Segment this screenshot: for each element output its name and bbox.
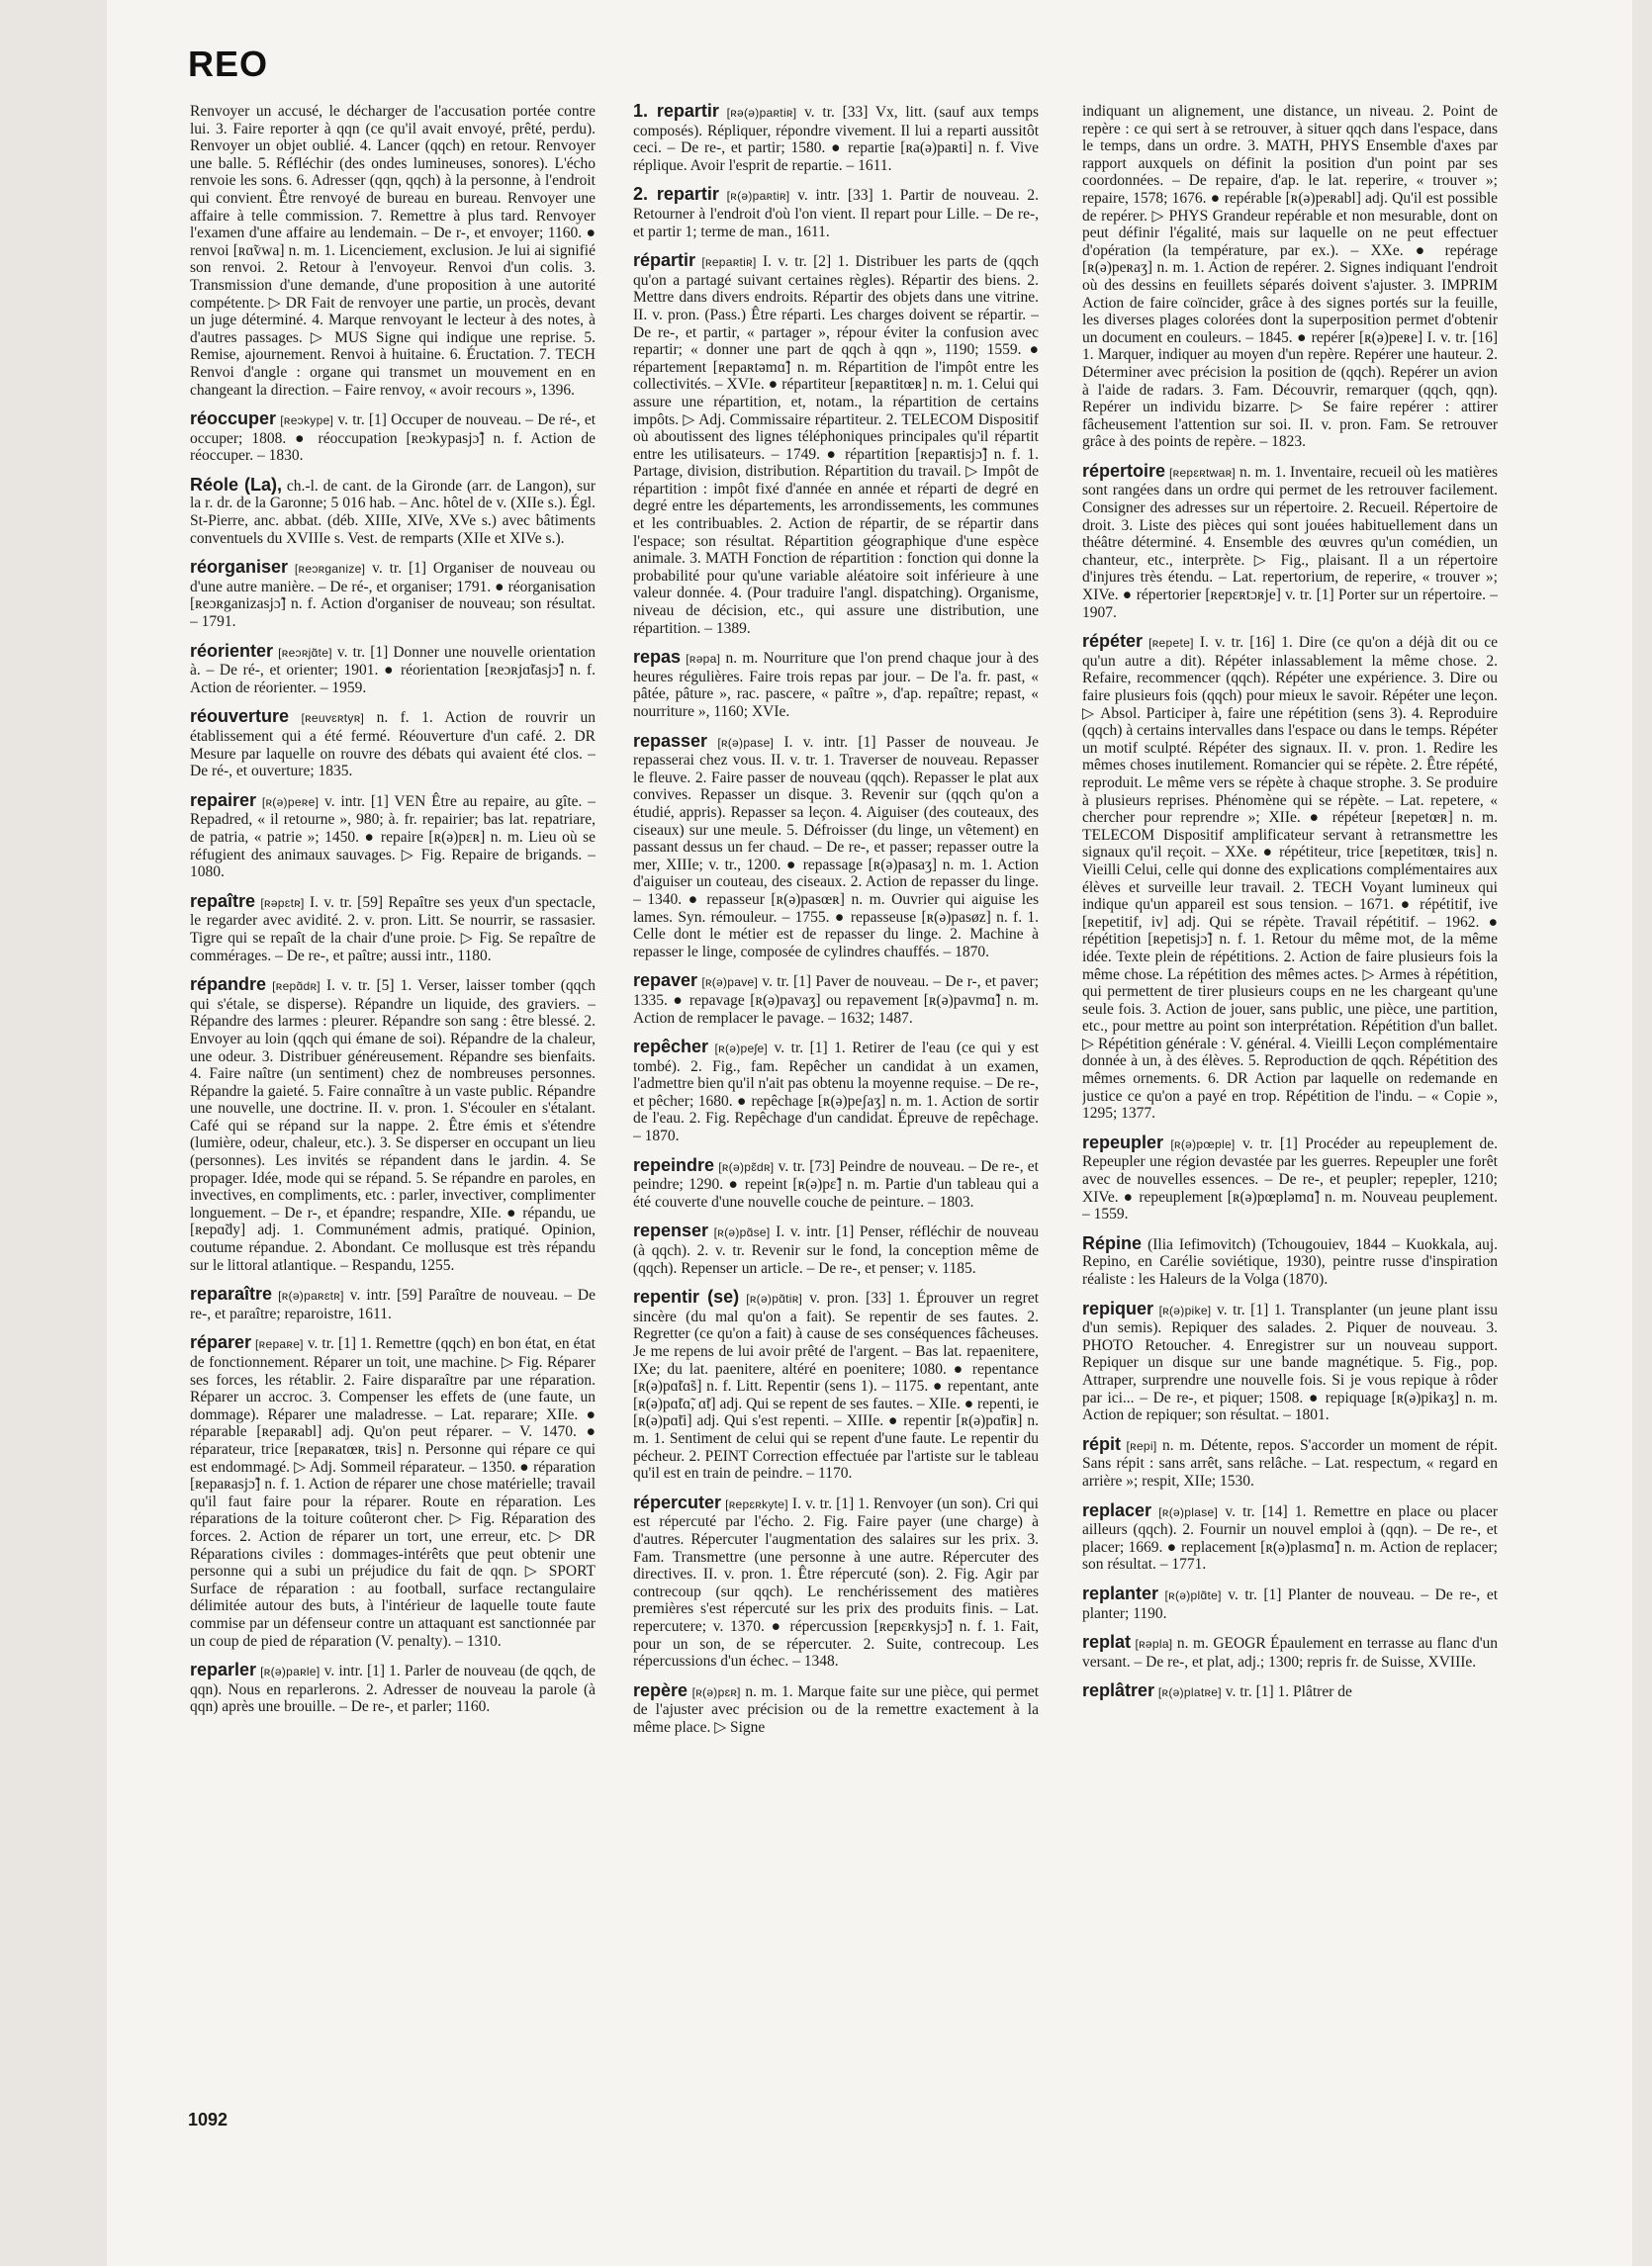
entry-definition: n. f. 1. Action de rouvrir un établissement qui a été fermé. Réouverture d'un café. 2. DR Mesure par laquelle on rouvre des débats qui avaient été clos. – De ré-, et ouverture; 1835. bbox=[190, 709, 596, 780]
entry-headword: répertoire bbox=[1082, 460, 1166, 481]
dictionary-entry bbox=[633, 1039, 1039, 1145]
entry-pronunciation: [ʀ(ə)pɑ̃tiʀ] bbox=[746, 1292, 803, 1307]
entry-definition: v. intr. [33] 1. Partir de nouveau. 2. Retourner à l'endroit d'où l'on vient. Il repart pour Lille. – De re-, et partir 1; terme de man., 1611. bbox=[633, 187, 1039, 240]
dictionary-entry bbox=[190, 1334, 596, 1650]
entry-definition: I. v. tr. [16] 1. Dire (ce qu'on a déjà dit ou ce qu'un autre a dit). Répéter inlassablement la même chose. 2. Refaire, recommencer (qqch). Répéter une expérience. 3. Dire ou faire plusieurs fois (qqch) pour mieux le savoir. Répéter une leçon. ▷ Absol. Participer à, faire une répétition (sens 3). 4. Reproduire (qqch) à certains intervalles dans l'espace ou dans le temps. Répéter un motif sculpté. Répéter des signaux. II. v. pron. 1. Redire les mêmes choses inutilement. Romancier qui se répète. 2. Être répété, reproduit. Le même vers se répète à chaque strophe. 3. Se produire à plusieurs reprises. Phénomène qui se répète. – Lat. repetere, « chercher pour reprendre »; XIIe. ● répéteur [ʀepetœʀ] n. m. TELECOM Dispositif amplificateur servant à retransmettre les signaux qu'il reçoit. – XXe. ● répétiteur, trice [ʀepetitœʀ, tʀis] n. Vieilli Celui, celle qui donne des explications complémentaires aux élèves et surveille leur travail. 2. TECH Voyant lumineux qui indique qu'un appareil est sous tension. – 1671. ● répétitif, ive [ʀepetitif, iv] adj. Qui se répète. Travail répétitif. – 1962. ● répétition [ʀepetisjɔ̃] n. f. 1. Retour du même mot, de la même idée. Texte plein de répétitions. 2. Action de faire plusieurs fois la même chose. La répétition des mêmes actes. ▷ Armes à répétition, qui permettent de tirer plusieurs coups en ne les chargeant qu'une seule fois. 3. Action de jouer, sans public, une pièce, une partition, etc., pour mettre au point son interprétation. Répétition d'un ballet. ▷ Répétition générale : V. général. 4. Vieilli Leçon complémentaire donnée à un, à des élèves. 5. Reproduction de qqch. Répétition des mêmes ornements. 6. DR Action par laquelle on redemande en justice ce qu'on a payé en trop. Répétition de l'indu. – « Copie », 1295; 1377. bbox=[1082, 634, 1498, 1123]
entry-pronunciation: [ʀeuvɛʀtyʀ] bbox=[301, 711, 365, 726]
dictionary-entry bbox=[190, 1662, 596, 1716]
entry-headword: Répine bbox=[1082, 1232, 1143, 1253]
entry-pronunciation: [ʀepɛʀtwaʀ] bbox=[1169, 465, 1237, 480]
entry-headword: 1. repartir bbox=[633, 103, 719, 121]
dictionary-entry bbox=[1082, 1134, 1498, 1224]
dictionary-entry bbox=[1082, 1583, 1498, 1622]
dictionary-entry bbox=[633, 730, 1039, 961]
running-head: REO bbox=[188, 44, 269, 84]
entry-headword: repeupler bbox=[1082, 1132, 1164, 1152]
entry-pronunciation: [ʀəpa] bbox=[686, 652, 721, 667]
entry-pronunciation: [ʀ(ə)platʀe] bbox=[1157, 1685, 1222, 1700]
dictionary-entry bbox=[1082, 1682, 1498, 1702]
entry-definition: n. m. GEOGR Épaulement en terrasse au flanc d'un versant. – De re-, et plat, adj.; 1300; repris fr. de Suisse, XVIIIe. bbox=[1082, 1635, 1498, 1671]
dictionary-entry bbox=[633, 649, 1039, 720]
entry-definition: I. v. tr. [1] 1. Renvoyer (un son). Cri qui est répercuté par l'écho. 2. Fig. Faire payer (une charge) à d'autres. Répercuter l'augmentation des salaires sur les prix. 3. Fam. Transmettre (une personne à une autre. Répercuter des directives. II. v. pron. 1. Être répercuté (son). 2. Fig. Agir par contrecoup (sur qqch). Le renchérissement des matières premières s'est répercuté sur les prix des produits finis. – Lat. repercutere; v. 1370. ● répercussion [ʀepɛʀkysjɔ̃] n. f. 1. Fait, pour un son, de se répercuter. 2. Suite, contrecoup. Les répercussions d'un échec. – 1348. bbox=[633, 1495, 1039, 1671]
entry-headword: repairer bbox=[190, 789, 257, 810]
entry-pronunciation: [ʀ(ə)pɛʀ] bbox=[691, 1684, 741, 1699]
entry-pronunciation: [ʀ(ə)pɑ̃se] bbox=[713, 1225, 771, 1240]
entry-headword: repiquer bbox=[1082, 1298, 1154, 1318]
dictionary-entry bbox=[190, 708, 596, 779]
dictionary-entry bbox=[190, 559, 596, 630]
entry-headword: réorganiser bbox=[190, 557, 289, 578]
entry-pronunciation: [ʀ(ə)pœple] bbox=[1170, 1136, 1236, 1151]
entry-definition: v. pron. [33] 1. Éprouver un regret sincère (du mal qu'on a fait). Se repentir de ses fautes. 2. Regretter (ce qu'on a fait) à cause de ses conséquences fâcheuses. Je me repens de lui avoir prêté de l'argent. – Bas lat. repaenitere, IXe; du lat. paenitere, altéré en poenitere; 1080. ● repentance [ʀ(ə)pɑ̃tɑ̃s] n. f. Litt. Repentir (sens 1). – 1175. ● repentant, ante [ʀ(ə)pɑ̃tɑ̃, ɑ̃t] adj. Qui se repent de ses fautes. – XIIe. ● repenti, ie [ʀ(ə)pɑ̃ti] adj. Qui s'est repenti. – XIIIe. ● repentir [ʀ(ə)pɑ̃tiʀ] n. m. 1. Sentiment de celui qui se repent d'une faute. Le repentir du pécheur. 2. PEINT Correction effectuée par l'artiste sur le tableau qu'il est en train de peindre. – 1170. bbox=[633, 1290, 1039, 1483]
entry-definition: v. tr. [1] 1. Transplanter (un jeune plant issu d'un semis). Repiquer des salades. 2. Piquer de nouveau. 3. PHOTO Retoucher. 4. Enregistrer sur un nouveau support. Repiquer un disque sur une bande magnétique. 5. Fig., pop. Attraper, surprendre une nouvelle fois. Si je vous repique à rôder par ici... – De re-, et piquer; 1508. ● repiquage [ʀ(ə)pikaʒ] n. m. Action de repiquer; son résultat. – 1801. bbox=[1082, 1301, 1498, 1424]
dictionary-entry bbox=[633, 252, 1039, 637]
entry-pronunciation: [ʀ(ə)pike] bbox=[1158, 1303, 1212, 1317]
dictionary-entry bbox=[190, 474, 596, 547]
entry-definition: (Ilia Iefimovitch) (Tchougouiev, 1844 – Kuokkala, auj. Repino, en Carélie soviétique, 1930), peintre russe d'inspiration réaliste : les Haleurs de la Volga (1870). bbox=[1082, 1235, 1498, 1288]
dictionary-entry bbox=[1082, 633, 1498, 1123]
entry-pronunciation: [ʀ(ə)paʀtiʀ] bbox=[726, 189, 790, 204]
entry-headword: répandre bbox=[190, 974, 267, 995]
entry-pronunciation: [ʀeɔʀganize] bbox=[294, 562, 366, 577]
entry-definition: v. tr. [1] 1. Plâtrer de bbox=[1225, 1683, 1352, 1701]
dictionary-entry bbox=[633, 103, 1039, 174]
entry-definition: I. v. intr. [1] Passer de nouveau. Je repasserai chez vous. II. v. tr. 1. Traverser de nouveau. Repasser le fleuve. 2. Faire passer de nouveau (qqch). Repasser le plat aux convives. Repasser un disque. 3. Revenir sur (qqch qu'on a étudié, appris). Repasser sa leçon. 4. Aiguiser (des couteaux, des ciseaux) sur une meule. 5. Défroisser (du linge, un vêtement) en passant dessus un fer chaud. – De re-, et passer; repasser outre la mer, XIIIe; v. tr., 1200. ● repassage [ʀ(ə)pasaʒ] n. m. 1. Action d'aiguiser un couteau, des ciseaux. 2. Action de repasser du linge. – 1340. ● repasseur [ʀ(ə)pasœʀ] n. m. Ouvrier qui aiguise les lames. Syn. rémouleur. – 1755. ● repasseuse [ʀ(ə)pasøz] n. f. 1. Celle dont le métier est de repasser du linge. 2. Machine à repasser le linge, composée de cylindres chauffés. – 1870. bbox=[633, 733, 1039, 960]
entry-headword: répit bbox=[1082, 1433, 1122, 1454]
entry-headword: repentir (se) bbox=[633, 1287, 740, 1308]
entry-headword: répercuter bbox=[633, 1492, 722, 1512]
entry-headword: repaître bbox=[190, 890, 256, 911]
dictionary-entry bbox=[1082, 1499, 1498, 1574]
dictionary-entry bbox=[633, 1492, 1039, 1671]
entry-pronunciation: [ʀ(ə)paʀɛtʀ] bbox=[278, 1289, 344, 1304]
entry-definition: I. v. tr. [5] 1. Verser, laisser tomber (qqch qui s'étale, se disperse). Répandre un liquide, des graviers. – Répandre des larmes : pleurer. Répandre son sang : être blessé. 2. Envoyer au loin (qqch qui émane de soi). Répandre de la chaleur, une odeur. 3. Distribuer généreusement. Répandre ses bienfaits. 4. Faire naître (un sentiment) chez de nombreuses personnes. Répandre la gaieté. 5. Faire connaître à un vaste public. Répandre une nouvelle, une doctrine. II. v. pron. 1. S'écouler en s'étalant. Café qui se répand sur la nappe. 2. Être émis et s'étendre (lumière, odeur, chaleur, etc.). 3. Se disperser en occupant un lieu (personnes). Les invités se répandent dans le jardin. 4. Se propager. Idée, mode qui se répand. 5. Se répandre en paroles, en invectives, en compliments, etc. : parler, invectiver, complimenter longuement. – De r-, et épandre; respandre, XIIe. ● répandu, ue [ʀepɑ̃dy] adj. 1. Communément admis, pratiqué. Opinion, coutume répandue. 2. Abondant. Ce mollusque est très répandu sur le littoral atlantique. – Respandu, 1255. bbox=[190, 977, 596, 1274]
page-number: 1092 bbox=[188, 2110, 229, 2130]
entry-definition: v. tr. [1] Planter de nouveau. – De re-, et planter; 1190. bbox=[1082, 1586, 1498, 1622]
entry-definition: n. m. Détente, repos. S'accorder un moment de répit. Sans répit : sans arrêt, sans relâche. – Lat. respectum, « regard en arrière »; respit, XIIe; 1530. bbox=[1082, 1436, 1498, 1490]
entry-headword: réparer bbox=[190, 1332, 252, 1353]
entry-definition: I. v. intr. [1] Penser, réfléchir de nouveau (à qqch). 2. v. tr. Revenir sur le fond, la conception même de (qqch). Repenser un article. – De re-, et penser; v. 1185. bbox=[633, 1224, 1039, 1277]
entry-definition: v. tr. [1] Donner une nouvelle orientation à. – De ré-, et orienter; 1901. ● réorientation [ʀeɔʀjɑ̃tasjɔ̃] n. f. Action de réorienter. – 1959. bbox=[190, 643, 596, 696]
entry-pronunciation: [ʀ(ə)paʀle] bbox=[260, 1665, 321, 1679]
dictionary-entry bbox=[190, 410, 596, 465]
entry-headword: repas bbox=[633, 647, 682, 668]
entry-pronunciation: [ʀepaʀe] bbox=[255, 1337, 304, 1352]
entry-pronunciation: [ʀeɔkype] bbox=[280, 413, 334, 428]
entry-headword: répéter bbox=[1082, 631, 1144, 652]
column-middle bbox=[633, 103, 1039, 2101]
entry-pronunciation: [ʀ(ə)pave] bbox=[701, 975, 759, 990]
entry-definition: I. v. tr. [2] 1. Distribuer les parts de (qqch qu'on a partagé suivant certaines règles). Répartir des biens. 2. Mettre dans divers endroits. Répartir des objets dans une vitrine. II. v. pron. (Pass.) Être réparti. Les charges doivent se répartir. – De re-, et partir, « partager », répour éviter la confusion avec repartir; « donner une part de qqch à qqn », 1190; 1559. ● répartement [ʀepaʀtəmɑ̃] n. m. Répartition de l'impôt entre les collectivités. – XVIe. ● répartiteur [ʀepaʀtitœʀ] n. m. 1. Celui qui assure une répartition, et, notam., la répartition de certains impôts. ▷ Adj. Commissaire répartiteur. 2. TELECOM Dispositif où aboutissent des lignes téléphoniques principales qu'il répartit entre les utilisateurs. – 1749. ● répartition [ʀepaʀtisjɔ̃] n. f. 1. Partage, division, distribution. Répartition du travail. ▷ Impôt de répartition : impôt fixé d'année en année et réparti de degré en degré entre les départements, les arrondissements, les communes et les contribuables. 2. Action de répartir, de se répartir dans l'espace; son résultat. Répartition géographique d'une espèce animale. 3. MATH Fonction de répartition : fonction qui donne la probabilité pour qu'une variable aléatoire soit inférieure à une valeur donnée. 4. (Pour traduire l'angl. dispatching). Organisme, niveau de décision, etc., qui assure une distribution, une répartition. – 1389. bbox=[633, 253, 1039, 637]
dictionary-entry bbox=[1082, 1298, 1498, 1424]
entry-pronunciation: [ʀepɑ̃dʀ] bbox=[272, 979, 321, 994]
entry-definition: v. intr. [1] VEN Être au repaire, au gîte. – Repadred, « il retourne », 980; à. fr. repairier; bas lat. repatriare, de patria, « patrie »; 1450. ● repaire [ʀ(ə)pɛʀ] n. m. Lieu où se réfugient des animaux sauvages. ▷ Fig. Repaire de brigands. – 1080. bbox=[190, 792, 596, 881]
entry-definition: v. tr. [14] 1. Remettre en place ou placer ailleurs (qqch). 2. Fournir un nouvel emploi à (qqn). – De re-, et placer; 1669. ● replacement [ʀ(ə)plasmɑ̃] n. m. Action de replacer; son résultat. – 1771. bbox=[1082, 1502, 1498, 1574]
dictionary-entry bbox=[190, 1286, 596, 1322]
dictionary-entry bbox=[1082, 1634, 1498, 1671]
entry-pronunciation: [ʀ(ə)plase] bbox=[1158, 1504, 1219, 1519]
column-left bbox=[190, 103, 596, 2101]
dictionary-entry bbox=[633, 1289, 1039, 1483]
entry-definition: v. tr. [1] Paver de nouveau. – De r-, et paver; 1335. ● repavage [ʀ(ə)pavaʒ] ou repavement [ʀ(ə)pavmɑ̃] n. m. Action de remplacer le pavage. – 1632; 1487. bbox=[633, 973, 1039, 1027]
entry-headword: réoccuper bbox=[190, 408, 277, 429]
entry-headword: 2. repartir bbox=[633, 184, 719, 205]
dictionary-entry bbox=[633, 1223, 1039, 1277]
dictionary-entry bbox=[1082, 103, 1498, 451]
dictionary-entry bbox=[190, 976, 596, 1274]
entry-definition: indiquant un alignement, une distance, un niveau. 2. Point de repère : ce qui sert à se retrouver, à situer qqch dans l'espace, dans le temps, dans un ordre. 3. MATH, PHYS Ensemble d'axes par rapport auxquels on définit la position d'un point par ses coordonnées. – De repaire, d'ap. le lat. reperire, « trouver »; repaire, 1578; 1676. ● repérable [ʀ(ə)peʀabl] adj. Qu'il est possible de repérer. ▷ PHYS Grandeur repérable et non mesurable, dont on peut définir l'égalité, mais sur laquelle on ne peut effectuer d'opération (la température, par ex.). – XXe. ● repérage [ʀ(ə)peʀaʒ] n. m. 1. Action de repérer. 2. Signes indiquant l'endroit où des dessins en feuillets séparés doivent s'ajuster. 3. IMPRIM Action de faire coïncider, grâce à des signes portés sur la feuille, les diverses plages colorées dont la superposition permet d'obtenir un document en couleurs. – 1845. ● repérer [ʀ(ə)peʀe] I. v. tr. [16] 1. Marquer, indiquer au moyen d'un repère. Repérer une hauteur. 2. Déterminer avec précision la position de (qqch). Repérer un avion à l'aide de radars. 3. Fam. Découvrir, remarquer (qqch, qqn). Repérer un individu bizarre. ▷ Se faire repérer : attirer fâcheusement l'attention sur soi. II. v. pron. Fam. Se retrouver grâce à des points de repère. – 1823. bbox=[1082, 103, 1498, 451]
dictionary-entry bbox=[190, 789, 596, 881]
dictionary-entry bbox=[1082, 1433, 1498, 1491]
column-right bbox=[1082, 103, 1498, 2101]
entry-pronunciation: [ʀepete] bbox=[1148, 636, 1194, 651]
dictionary-entry bbox=[190, 103, 596, 399]
entry-definition: v. tr. [1] Procéder au repeuplement de. Repeupler une région devastée par les guerres. Repeupler une forêt avec de nouvelles essences. – De re-, et peupler; repepler, 1210; XIVe. ● repeuplement [ʀ(ə)pœpləmɑ̃] n. m. Nouveau peuplement. – 1559. bbox=[1082, 1134, 1498, 1224]
entry-pronunciation: [ʀ(ə)plɑ̃te] bbox=[1164, 1587, 1222, 1602]
entry-definition: v. tr. [1] Organiser de nouveau ou d'une autre manière. – De ré-, et organiser; 1791. ● réorganisation [ʀeɔʀganizasjɔ̃] n. f. Action d'organiser de nouveau; son résultat. – 1791. bbox=[190, 560, 596, 631]
entry-headword: replanter bbox=[1082, 1583, 1159, 1603]
entry-pronunciation: [ʀeɔʀjɑ̃te] bbox=[278, 645, 332, 660]
entry-pronunciation: [ʀ(ə)peʃe] bbox=[714, 1042, 769, 1056]
dictionary-entry bbox=[633, 1679, 1039, 1737]
entry-headword: repenser bbox=[633, 1221, 709, 1241]
entry-headword: Réole (La), bbox=[190, 474, 283, 495]
entry-headword: réorienter bbox=[190, 640, 274, 661]
dictionary-entry bbox=[1082, 460, 1498, 621]
entry-definition: n. m. 1. Inventaire, recueil où les matières sont rangées dans un ordre qui permet de les retrouver facilement. Consigner des adresses sur un répertoire. 2. Recueil. Répertoire de droit. 3. Liste des pièces qui sont jouées habituellement dans un théâtre déterminé. 4. Ensemble des œuvres qu'un comédien, un chanteur, etc., interprète. ▷ Fig., plaisant. Il a un répertoire d'injures très étendu. – Lat. repertorium, de reperire, « trouver »; XIVe. ● répertorier [ʀepɛʀtɔʀje] v. tr. [1] Porter sur un répertoire. – 1907. bbox=[1082, 463, 1498, 621]
entry-headword: repêcher bbox=[633, 1037, 709, 1057]
entry-headword: repère bbox=[633, 1679, 688, 1700]
entry-pronunciation: [ʀə(ə)paʀtiʀ] bbox=[726, 106, 797, 120]
entry-pronunciation: [ʀəpɛtʀ] bbox=[260, 895, 305, 910]
dictionary-entry bbox=[633, 186, 1039, 240]
entry-headword: réouverture bbox=[190, 706, 290, 727]
entry-definition: v. intr. [59] Paraître de nouveau. – De re-, et paraître; reparoistre, 1611. bbox=[190, 1287, 596, 1322]
entry-pronunciation: [ʀəpla] bbox=[1135, 1637, 1173, 1652]
entry-pronunciation: [ʀepi] bbox=[1126, 1438, 1157, 1453]
entry-headword: reparler bbox=[190, 1660, 257, 1680]
entry-pronunciation: [ʀ(ə)pase] bbox=[717, 735, 775, 750]
entry-definition: v. intr. [1] 1. Parler de nouveau (de qqch, de qqn). Nous en reparlerons. 2. Adresser de nouveau la parole (à qqn) après une brouille. – De re-, et parler; 1160. bbox=[190, 1663, 596, 1716]
entry-headword: repasser bbox=[633, 730, 708, 751]
entry-definition: v. tr. [1] 1. Remettre (qqch) en bon état, en état de fonctionnement. Réparer un toit, une machine. ▷ Fig. Réparer ses forces, les rétablir. 2. Faire disparaître par une réparation. Réparer un accroc. 3. Compenser les effets de (une faute, un dommage). Réparer une maladresse. – Lat. reparare; XIIe. ● réparable [ʀepaʀabl] adj. Qu'on peut réparer. – V. 1470. ● réparateur, trice [ʀepaʀatœʀ, tʀis] n. Personne qui répare ce qui est endommagé. ▷ Adj. Sommeil réparateur. – 1350. ● réparation [ʀepaʀasjɔ̃] n. f. 1. Action de réparer une chose matérielle; travail qu'il faut faire pour la réparer. Route en réparation. Les réparations de la toiture coûteront cher. ▷ Fig. Réparation des forces. 2. Action de réparer un tort, une erreur, etc. ▷ DR Réparations civiles : dommages-intérêts que peut obtenir une personne qui a subi un préjudice du fait de qqn. ▷ SPORT Surface de réparation : au football, surface rectangulaire délimitée autour des buts, à l'intérieur de laquelle toute faute commise par un défenseur contre un attaquant est sanctionnée par un coup de pied de réparation (V. penalty). – 1310. bbox=[190, 1335, 596, 1650]
entry-headword: repeindre bbox=[633, 1154, 715, 1175]
dictionary-entry bbox=[190, 640, 596, 697]
entry-definition: v. tr. [33] Vx, litt. (sauf aux temps composés). Répliquer, répondre vivement. Il lui a reparti aussitôt ceci. – De re-, et partir; 1580. ● repartie [ʀa(ə)paʀti] n. f. Vive réplique. Avoir l'esprit de repartie. – 1611. bbox=[633, 104, 1039, 174]
entry-definition: v. tr. [73] Peindre de nouveau. – De re-, et peindre; 1290. ● repeint [ʀ(ə)pɛ̃] n. m. Partie d'un tableau qui a été couverte d'une nouvelle couche de peinture. – 1803. bbox=[633, 1157, 1039, 1211]
entry-headword: replâtrer bbox=[1082, 1680, 1155, 1701]
dictionary-entry bbox=[633, 1154, 1039, 1212]
entry-definition: v. tr. [1] Occuper de nouveau. – De ré-, et occuper; 1808. ● réoccupation [ʀeɔkypasjɔ̃] n. f. Action de réoccuper. – 1830. bbox=[190, 411, 596, 465]
entry-pronunciation: [ʀepɛʀkyte] bbox=[725, 1496, 788, 1511]
entry-definition: Renvoyer un accusé, le décharger de l'accusation portée contre lui. 3. Faire reporter à qqn (ce qu'il avait envoyé, prêté, perdu). Renvoyer un objet oublié. 4. Lancer (qqch) en retour. Renvoyer une balle. 5. Réfléchir (des ondes lumineuses, sonores). L'écho renvoie les sons. 6. Adresser (qqn, qqch) à la personne, à l'endroit qui convient. Être renvoyé de bureau en bureau. Renvoyer une affaire à telle commission. 7. Remettre à plus tard. Renvoyer l'examen d'une affaire au lendemain. – De r-, et envoyer; 1160. ● renvoi [ʀɑ̃vwa] n. m. 1. Licenciement, exclusion. Je lui ai signifié son renvoi. 2. Retour à l'envoyeur. Renvoi d'un colis. 3. Transmission d'une demande, d'une proposition à une autorité compétente. ▷ DR Fait de renvoyer une partie, un procès, devant un juge déterminé. 4. Marque renvoyant le lecteur à des notes, à d'autres passages. ▷ MUS Signe qui indique une reprise. 5. Remise, ajournement. Renvoi à huitaine. 6. Éructation. 7. TECH Renvoi d'angle : organe qui transmet un mouvement en en changeant la direction. – Faire renvoy, « avoir recours », 1396. bbox=[190, 103, 596, 399]
entry-definition: v. tr. [1] 1. Retirer de l'eau (ce qui y est tombé). 2. Fig., fam. Repêcher un candidat à un examen, l'admettre bien qu'il n'ait pas obtenu la moyenne requise. – De re-, et pêcher; 1680. ● repêchage [ʀ(ə)peʃaʒ] n. m. 1. Action de sortir de l'eau. 2. Fig. Repêchage d'un candidat. Épreuve de repêchage. – 1870. bbox=[633, 1040, 1039, 1145]
entry-definition: n. m. 1. Marque faite sur une pièce, qui permet de l'ajuster avec précision ou de la remettre exactement à la même place. ▷ Signe bbox=[633, 1682, 1039, 1736]
entry-headword: reparaître bbox=[190, 1284, 273, 1305]
entry-definition: n. m. Nourriture que l'on prend chaque jour à des heures régulières. Faire trois repas par jour. – De l'a. fr. past, « pâtée, pâture », rac. pascere, « paître », d'ap. repaître; repast, « nourriture », 1160; XVIe. bbox=[633, 650, 1039, 720]
entry-headword: répartir bbox=[633, 250, 696, 271]
entry-pronunciation: [ʀ(ə)peʀe] bbox=[261, 794, 320, 809]
entry-headword: replat bbox=[1082, 1632, 1132, 1653]
dictionary-entry bbox=[633, 972, 1039, 1027]
entry-headword: replacer bbox=[1082, 1499, 1152, 1520]
dictionary-entry bbox=[1082, 1232, 1498, 1289]
entry-definition: ch.-l. de cant. de la Gironde (arr. de Langon), sur la r. dr. de la Garonne; 5 016 hab. – Anc. hôtel de v. (XIIe s.). Égl. St-Pierre, anc. abbat. (déb. XIIIe, XIVe, XVe s.) avec bâtiments conventuels du XVIIIe s. Vest. de remparts (XIIe et XIVe s.). bbox=[190, 477, 596, 547]
entry-headword: repaver bbox=[633, 970, 698, 991]
entry-pronunciation: [ʀepaʀtiʀ] bbox=[701, 255, 757, 270]
entry-pronunciation: [ʀ(ə)pɛ̃dʀ] bbox=[718, 1159, 775, 1174]
dictionary-entry bbox=[190, 890, 596, 964]
entry-definition: I. v. tr. [59] Repaître ses yeux d'un spectacle, le regarder avec avidité. 2. v. pron. Litt. Se nourrir, se rassasier. Tigre qui se repaît de la chair d'une proie. ▷ Fig. Se repaître de commérages. – De re-, et paître; aussi intr., 1180. bbox=[190, 893, 596, 964]
